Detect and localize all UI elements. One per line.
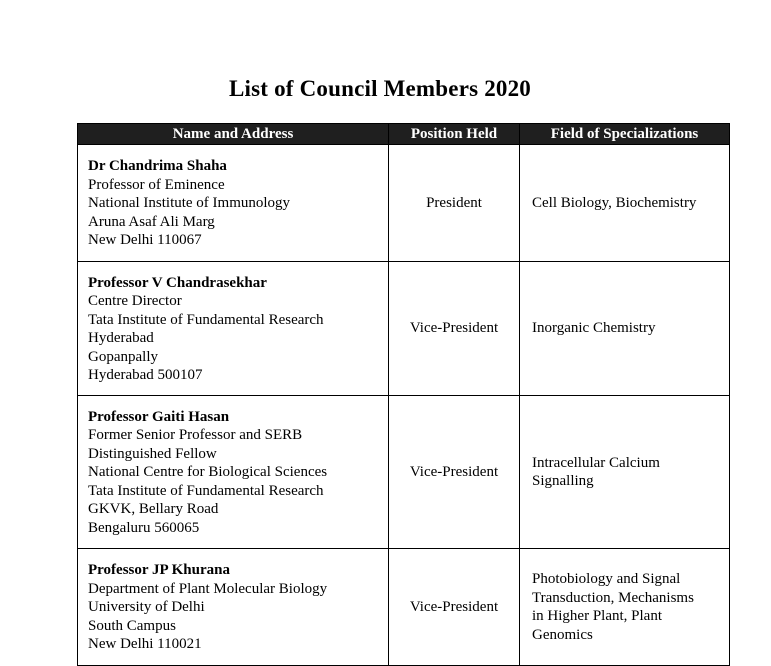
member-name: Professor JP Khurana: [88, 562, 230, 579]
council-members-table: [77, 123, 730, 666]
field-text-line: Genomics: [532, 626, 593, 643]
address-line: Centre Director: [88, 293, 182, 309]
member-name: Professor V Chandrasekhar: [88, 274, 267, 291]
field-text: Inorganic Chemistry: [532, 320, 656, 337]
position-cell: Vice-President: [389, 262, 520, 396]
address-line: Gopanpally: [88, 348, 158, 365]
field-cell: [520, 145, 730, 262]
name-address-cell: [78, 396, 389, 549]
address-line: Department of Plant Molecular Biology: [88, 580, 328, 597]
position-cell: Vice-President: [389, 396, 520, 549]
column-header-position-held: Position Held: [389, 124, 520, 145]
address-line: University of Delhi: [88, 599, 205, 616]
address-line: Hyderabad: [88, 330, 154, 346]
page-title: List of Council Members 2020: [228, 76, 532, 101]
table-header-row: [78, 124, 730, 145]
address-line: Former Senior Professor and SERB: [88, 427, 303, 444]
table-row: [78, 145, 730, 262]
name-address-cell: [78, 145, 389, 262]
field-text: Cell Biology, Biochemistry: [532, 194, 697, 211]
field-text-line: Intracellular Calcium: [532, 454, 660, 471]
field-text-line: Signalling: [532, 473, 594, 489]
table-row: [78, 396, 730, 549]
address-line: National Institute of Immunology: [88, 195, 291, 212]
position-cell: President: [389, 145, 520, 262]
field-text-line: in Higher Plant, Plant: [532, 608, 662, 624]
address-line: Bengaluru 560065: [88, 519, 200, 536]
address-line: New Delhi 110067: [88, 232, 202, 249]
position-cell: Vice-President: [389, 549, 520, 666]
field-text-line: Transduction, Mechanisms: [532, 589, 694, 606]
field-cell: [520, 549, 730, 666]
column-header-field-of-specializations: Field of Specializations: [520, 124, 730, 145]
field-cell: [520, 262, 730, 396]
address-line: Hyderabad 500107: [88, 367, 203, 383]
address-line: Professor of Eminence: [88, 176, 225, 193]
member-name: Professor Gaiti Hasan: [88, 408, 230, 425]
field-text-line: Photobiology and Signal: [532, 571, 681, 587]
field-cell: [520, 396, 730, 549]
column-header-name-and-address: Name and Address: [78, 124, 389, 145]
address-line: South Campus: [88, 617, 176, 634]
member-name: Dr Chandrima Shaha: [88, 158, 227, 175]
address-line: Distinguished Fellow: [88, 445, 217, 462]
table-row: [78, 262, 730, 396]
name-address-cell: [78, 262, 389, 396]
address-line: National Centre for Biological Sciences: [88, 464, 328, 481]
address-line: New Delhi 110021: [88, 636, 202, 653]
address-line: GKVK, Bellary Road: [88, 501, 219, 518]
name-address-cell: [78, 549, 389, 666]
address-line: Tata Institute of Fundamental Research: [88, 482, 324, 499]
address-line: Aruna Asaf Ali Marg: [88, 213, 215, 230]
address-line: Tata Institute of Fundamental Research: [88, 311, 324, 328]
table-row: [78, 549, 730, 666]
